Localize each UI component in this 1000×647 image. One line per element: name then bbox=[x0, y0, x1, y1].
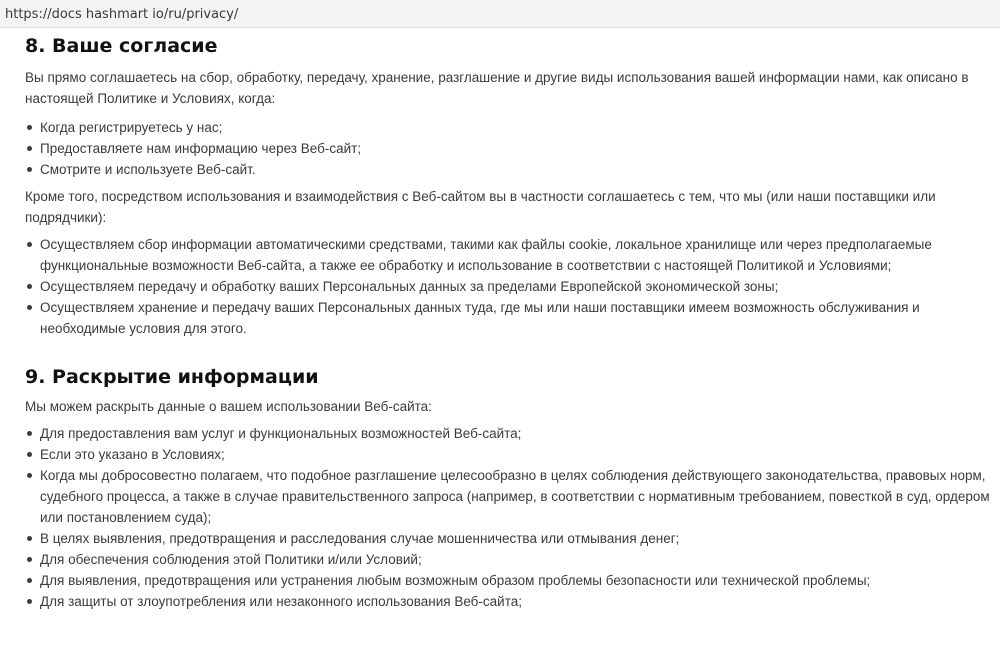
section-8-title: 8. Ваше согласие bbox=[25, 35, 218, 57]
list-item: Для обеспечения соблюдения этой Политики и/или Условий; bbox=[25, 549, 995, 570]
list-item: Осуществляем хранение и передачу ваших Персональных данных туда, где мы или наши поставщики имеем возможность обслуживания и необходимые условия для этого. bbox=[25, 297, 995, 339]
list-item: Предоставляете нам информацию через Веб-сайт; bbox=[25, 138, 995, 159]
address-bar[interactable] bbox=[0, 0, 1000, 28]
list-item: Для защиты от злоупотребления или незаконного использования Веб-сайта; bbox=[25, 591, 995, 612]
list-item: Смотрите и используете Веб-сайт. bbox=[25, 159, 995, 180]
list-item: Осуществляем сбор информации автоматическими средствами, такими как файлы cookie, локальное хранилище или через предполагаемые функциональные возможности Веб-сайта, а также ее обработку и использование в соответствии с настоящей Политикой и Условиями; bbox=[25, 234, 995, 276]
section-9-paragraph-1: Мы можем раскрыть данные о вашем использовании Веб-сайта: bbox=[25, 399, 432, 414]
section-9-list bbox=[25, 423, 995, 612]
section-8-paragraph-2: Кроме того, посредством использования и взаимодействия с Веб-сайтом вы в частности соглашаетесь с тем, что мы (или наши поставщики или подрядчики): bbox=[25, 189, 936, 225]
list-item: Для выявления, предотвращения или устранения любым возможным образом проблемы безопасности или технической проблемы; bbox=[25, 570, 995, 591]
list-item: Когда регистрируетесь у нас; bbox=[25, 117, 995, 138]
list-item: Осуществляем передачу и обработку ваших Персональных данных за пределами Европейской экономической зоны; bbox=[25, 276, 995, 297]
list-item: В целях выявления, предотвращения и расследования случае мошенничества или отмывания денег; bbox=[25, 528, 995, 549]
section-8-list-1 bbox=[25, 117, 995, 180]
url-text[interactable]: https://docs hashmart io/ru/privacy/ bbox=[5, 7, 239, 22]
list-item: Если это указано в Условиях; bbox=[25, 444, 995, 465]
section-8-list-2 bbox=[25, 234, 995, 339]
list-item: Когда мы добросовестно полагаем, что подобное разглашение целесообразно в целях соблюдения действующего законодательства, правовых норм, судебного процесса, а также в случае правительственного запроса (например, в соответствии с нормативным требованием, повесткой в суд, ордером или постановлением суда); bbox=[25, 465, 995, 528]
privacy-content bbox=[25, 28, 995, 612]
section-8-paragraph-1: Вы прямо соглашаетесь на сбор, обработку, передачу, хранение, разглашение и другие виды использования вашей информации нами, как описано в настоящей Политике и Условиях, когда: bbox=[25, 70, 969, 106]
list-item: Для предоставления вам услуг и функциональных возможностей Веб-сайта; bbox=[25, 423, 995, 444]
section-9-title: 9. Раскрытие информации bbox=[25, 366, 319, 388]
